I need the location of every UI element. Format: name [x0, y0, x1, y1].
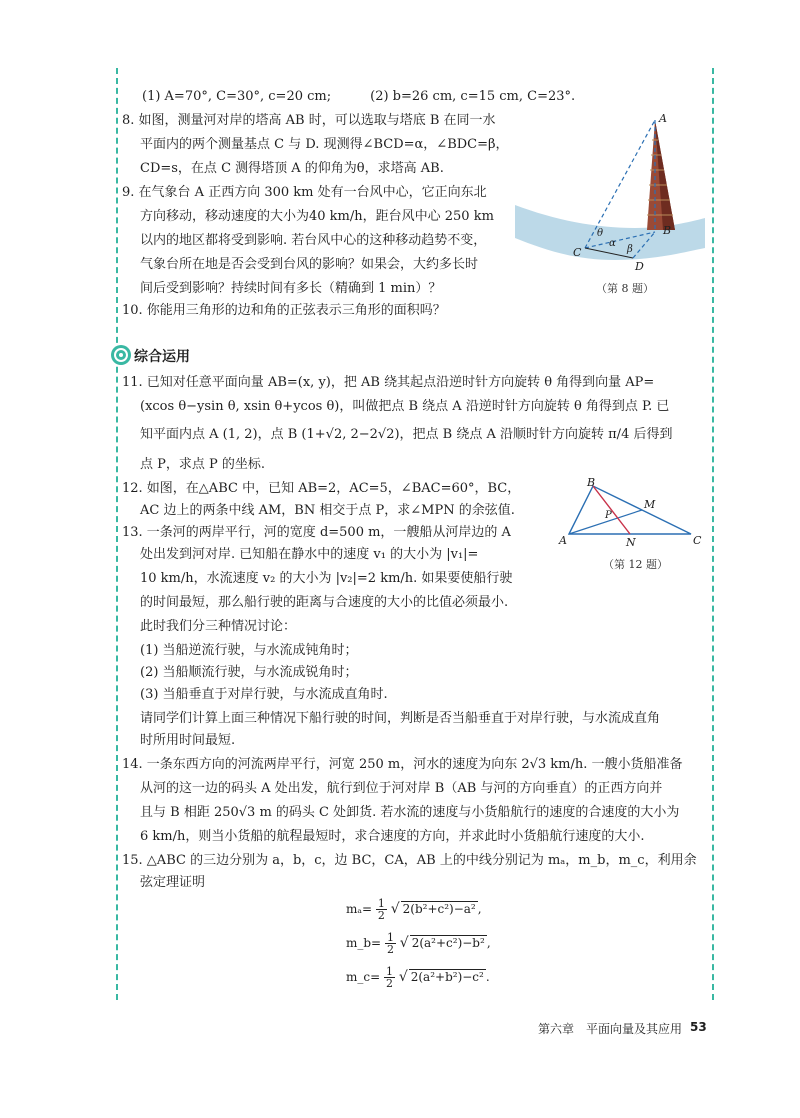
exercise-14-line-4: 6 km/h，则当小货船的航程最短时，求合速度的方向，并求此时小货船航行速度的大小. — [140, 829, 645, 844]
sqrt-sign: √ — [399, 935, 409, 951]
label-C12: C — [693, 534, 702, 547]
label-B12: B — [587, 478, 596, 489]
formula-mc-end: . — [485, 970, 490, 984]
label-D: D — [635, 260, 644, 273]
label-M12: M — [644, 498, 656, 511]
label-A12: A — [559, 534, 567, 547]
label-B: B — [663, 224, 672, 237]
figure-8-caption: （第 8 题） — [596, 282, 654, 295]
footer-page-number: 53 — [690, 1020, 707, 1034]
formula-mb-lhs: m_b= — [346, 936, 382, 950]
exercise-13-line-2: 处出发到河对岸. 已知船在静水中的速度 v₁ 的大小为 |v₁|= — [140, 547, 479, 562]
label-P12: P — [605, 510, 612, 521]
exercise-13-line-5: 此时我们分三种情况讨论： — [140, 619, 297, 634]
label-N12: N — [626, 536, 636, 548]
label-beta: β — [627, 244, 633, 255]
figure-12-caption: （第 12 题） — [603, 558, 668, 571]
river-shape — [515, 205, 705, 260]
exercise-10: 10. 你能用三角形的边和角的正弦表示三角形的面积吗？ — [122, 303, 446, 318]
exercise-13-line-9: 请同学们计算上面三种情况下船行驶的时间，判断是否当船垂直于对岸行驶，与水流成直角 — [140, 711, 661, 726]
exercise-11-line-3: 知平面内点 A (1, 2)，点 B (1+√2, 2−2√2)，把点 B 绕点 A 沿顺时针方向旋转 π/4 后得到 — [140, 427, 673, 442]
footer-chapter: 第六章 平面向量及其应用 — [538, 1022, 683, 1036]
exercise-8-line-3: CD=s，在点 C 测得塔顶 A 的仰角为θ，求塔高 AB. — [140, 161, 444, 176]
sqrt-sign: √ — [398, 969, 408, 985]
frac-num: 1 — [386, 931, 394, 944]
formula-mc-lhs: m_c= — [346, 970, 381, 984]
exercise-13-line-4: 的时间最短，那么船行驶的距离与合速度的大小的比值必须最小. — [140, 595, 509, 610]
exercise-9-line-5: 间后受到影响？持续时间有多长（精确到 1 min）？ — [140, 281, 442, 296]
exercise-9-line-2: 方向移动，移动速度的大小为40 km/h，距台风中心 250 km — [140, 209, 494, 224]
formula-mc-half — [384, 966, 395, 989]
exercise-11-line-2: (xcos θ−ysin θ, xsin θ+ycos θ)，叫做把点 B 绕点 A 沿逆时针方向旋转 θ 角得到点 P. 已 — [140, 399, 670, 414]
frac-num: 1 — [377, 897, 385, 910]
exercise-9-line-1: 9. 在气象台 A 正西方向 300 km 处有一台风中心，它正向东北 — [122, 185, 487, 200]
formula-mb-half — [385, 932, 396, 955]
formula-mb-end: , — [486, 936, 491, 950]
exercise-8-line-2: 平面内的两个测量基点 C 与 D. 现测得∠BCD=α，∠BDC=β， — [140, 137, 509, 152]
formula-mb-radicand: 2(a²+c²)−b² — [411, 936, 485, 950]
exercise-11-line-1: 11. 已知对任意平面向量 AB=(x, y)，把 AB 绕其起点沿逆时针方向旋转 θ 角得到向量 AP= — [122, 375, 655, 390]
formula-ma-half — [376, 898, 387, 921]
figure-12-triangle — [555, 478, 705, 548]
exercise-14-line-3: 且与 B 相距 250√3 m 的码头 C 处卸货. 若水流的速度与小货船航行的速度的合速度的大小为 — [140, 805, 680, 820]
formula-mc-radicand: 2(a²+b²)−c² — [410, 970, 484, 984]
exercise-13-case-3: (3) 当船垂直于对岸行驶，与水流成直角时. — [140, 687, 388, 702]
formula-ma-radicand: 2(b²+c²)−a² — [402, 902, 476, 916]
exercise-12-line-1: 12. 如图，在△ABC 中，已知 AB=2，AC=5，∠BAC=60°，BC， — [122, 481, 521, 496]
formula-mc — [346, 966, 490, 989]
label-theta: θ — [597, 228, 604, 239]
formula-mb — [346, 932, 491, 955]
exercise-13-line-10: 时所用时间最短. — [140, 733, 236, 748]
exercise-12-line-2: AC 边上的两条中线 AM，BN 相交于点 P，求∠MPN 的余弦值. — [140, 503, 515, 518]
formula-ma-lhs: mₐ= — [346, 902, 373, 916]
formula-ma-end: , — [477, 902, 482, 916]
figure-8-tower-diagram — [515, 110, 705, 300]
section-gear-icon — [110, 344, 132, 366]
exercise-15-line-2: 弦定理证明 — [140, 875, 206, 890]
section-title: 综合运用 — [134, 349, 190, 365]
exercise-13-line-1: 13. 一条河的两岸平行，河的宽度 d=500 m，一艘船从河岸边的 A — [122, 525, 511, 540]
label-A: A — [659, 112, 667, 125]
exercise-14-line-2: 从河的这一边的码头 A 处出发，航行到位于河对岸 B（AB 与河的方向垂直）的正西方向并 — [140, 781, 663, 796]
exercise-13-case-2: (2) 当船顺流行驶，与水流成锐角时； — [140, 665, 358, 680]
label-C: C — [573, 246, 582, 259]
exercise-9-line-4: 气象台所在地是否会受到台风的影响？如果会，大约多长时 — [140, 257, 479, 272]
exercise-11-line-4: 点 P，求点 P 的坐标. — [140, 457, 266, 472]
exercise-13-line-3: 10 km/h，水流速度 v₂ 的大小为 |v₂|=2 km/h. 如果要使船行驶 — [140, 571, 513, 586]
exercise-14-line-1: 14. 一条东西方向的河流两岸平行，河宽 250 m，河水的速度为向东 2√3 km/h. 一艘小货船准备 — [122, 757, 683, 772]
exercise-9-line-3: 以内的地区都将受到影响. 若台风中心的这种移动趋势不变， — [140, 233, 487, 248]
exercise-7-parts: (1) A=70°, C=30°, c=20 cm; (2) b=26 cm, c=15 cm, C=23°. — [142, 89, 576, 104]
exercise-8-line-1: 8. 如图，测量河对岸的塔高 AB 时，可以选取与塔底 B 在同一水 — [122, 113, 496, 128]
exercise-13-case-1: (1) 当船逆流行驶，与水流成钝角时； — [140, 643, 358, 658]
right-dashed-border — [712, 68, 714, 1000]
formula-ma — [346, 898, 482, 921]
frac-den: 2 — [385, 977, 393, 990]
left-dashed-border — [116, 68, 118, 1000]
sqrt-sign: √ — [390, 901, 400, 917]
frac-den: 2 — [386, 943, 394, 956]
exercise-15-line-1: 15. △ABC 的三边分别为 a，b，c，边 BC，CA，AB 上的中线分别记为 mₐ，m_b，m_c，利用余 — [122, 853, 697, 868]
label-alpha: α — [609, 238, 616, 249]
frac-den: 2 — [377, 909, 385, 922]
triangle-ABC — [569, 486, 691, 534]
frac-num: 1 — [385, 965, 393, 978]
